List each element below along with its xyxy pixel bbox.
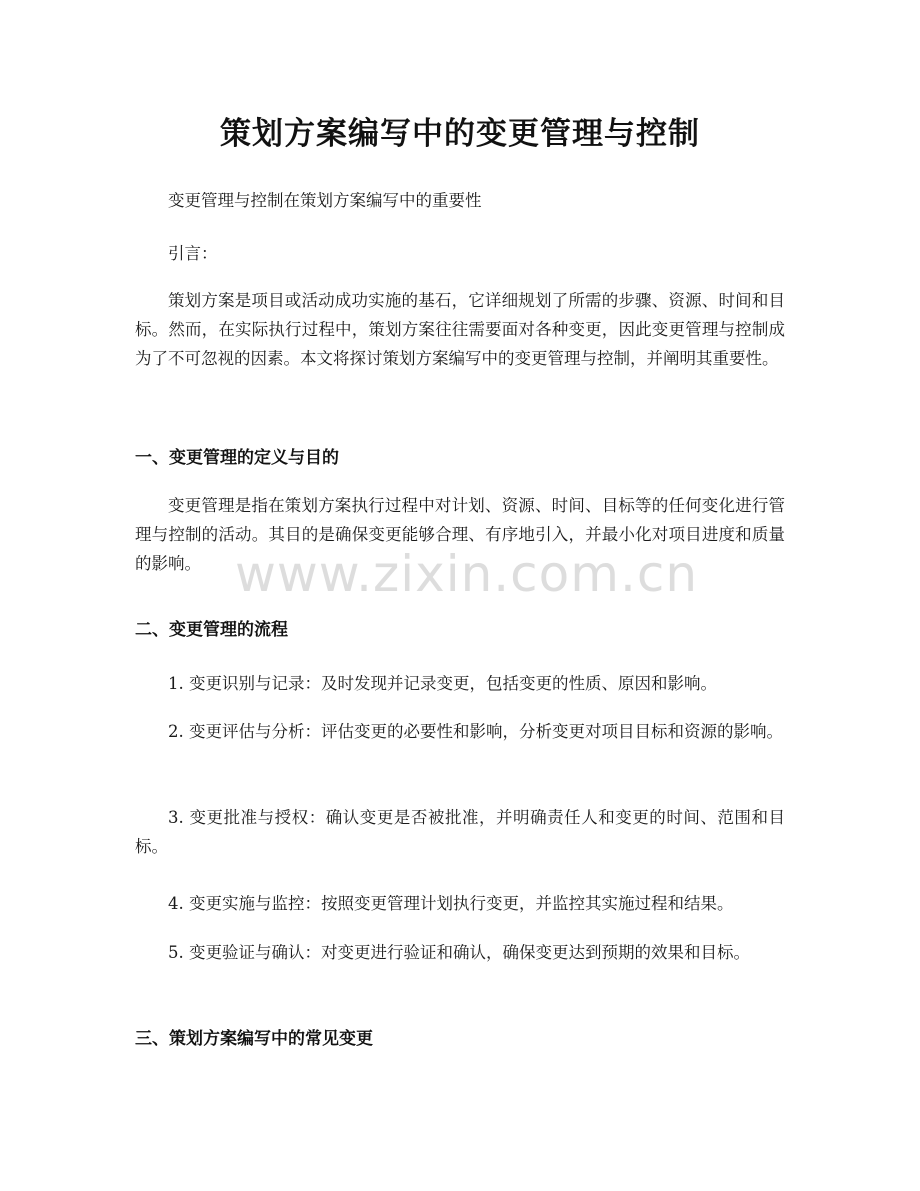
list-item: 4. 变更实施与监控：按照变更管理计划执行变更，并监控其实施过程和结果。 <box>168 894 734 913</box>
list-item: 1. 变更识别与记录：及时发现并记录变更，包括变更的性质、原因和影响。 <box>168 674 717 693</box>
intro-label: 引言： <box>168 244 218 263</box>
list-item: 2. 变更评估与分析：评估变更的必要性和影响，分析变更对项目目标和资源的影响。 <box>168 722 783 741</box>
subtitle: 变更管理与控制在策划方案编写中的重要性 <box>168 191 482 210</box>
list-item: 5. 变更验证与确认：对变更进行验证和确认，确保变更达到预期的效果和目标。 <box>168 943 750 962</box>
intro-paragraph: 策划方案是项目或活动成功实施的基石，它详细规划了所需的步骤、资源、时间和目标。然而，在实际执行过程中，策划方案往往需要面对各种变更，因此变更管理与控制成为了不可忽视的因素。本文将探讨策划方案编写中的变更管理与控制，并阐明其重要性。 <box>135 291 785 368</box>
section1-heading: 一、变更管理的定义与目的 <box>135 448 339 468</box>
list-item: 3. 变更批准与授权：确认变更是否被批准，并明确责任人和变更的时间、范围和目标。 <box>135 808 785 856</box>
section1-paragraph: 变更管理是指在策划方案执行过程中对计划、资源、时间、目标等的任何变化进行管理与控制的活动。其目的是确保变更能够合理、有序地引入，并最小化对项目进度和质量的影响。 <box>135 496 785 573</box>
section2-heading: 二、变更管理的流程 <box>135 620 288 640</box>
watermark: www.zixin.com.cn <box>235 545 699 603</box>
document-title: 策划方案编写中的变更管理与控制 <box>220 116 700 152</box>
section3-heading: 三、策划方案编写中的常见变更 <box>135 1029 373 1049</box>
